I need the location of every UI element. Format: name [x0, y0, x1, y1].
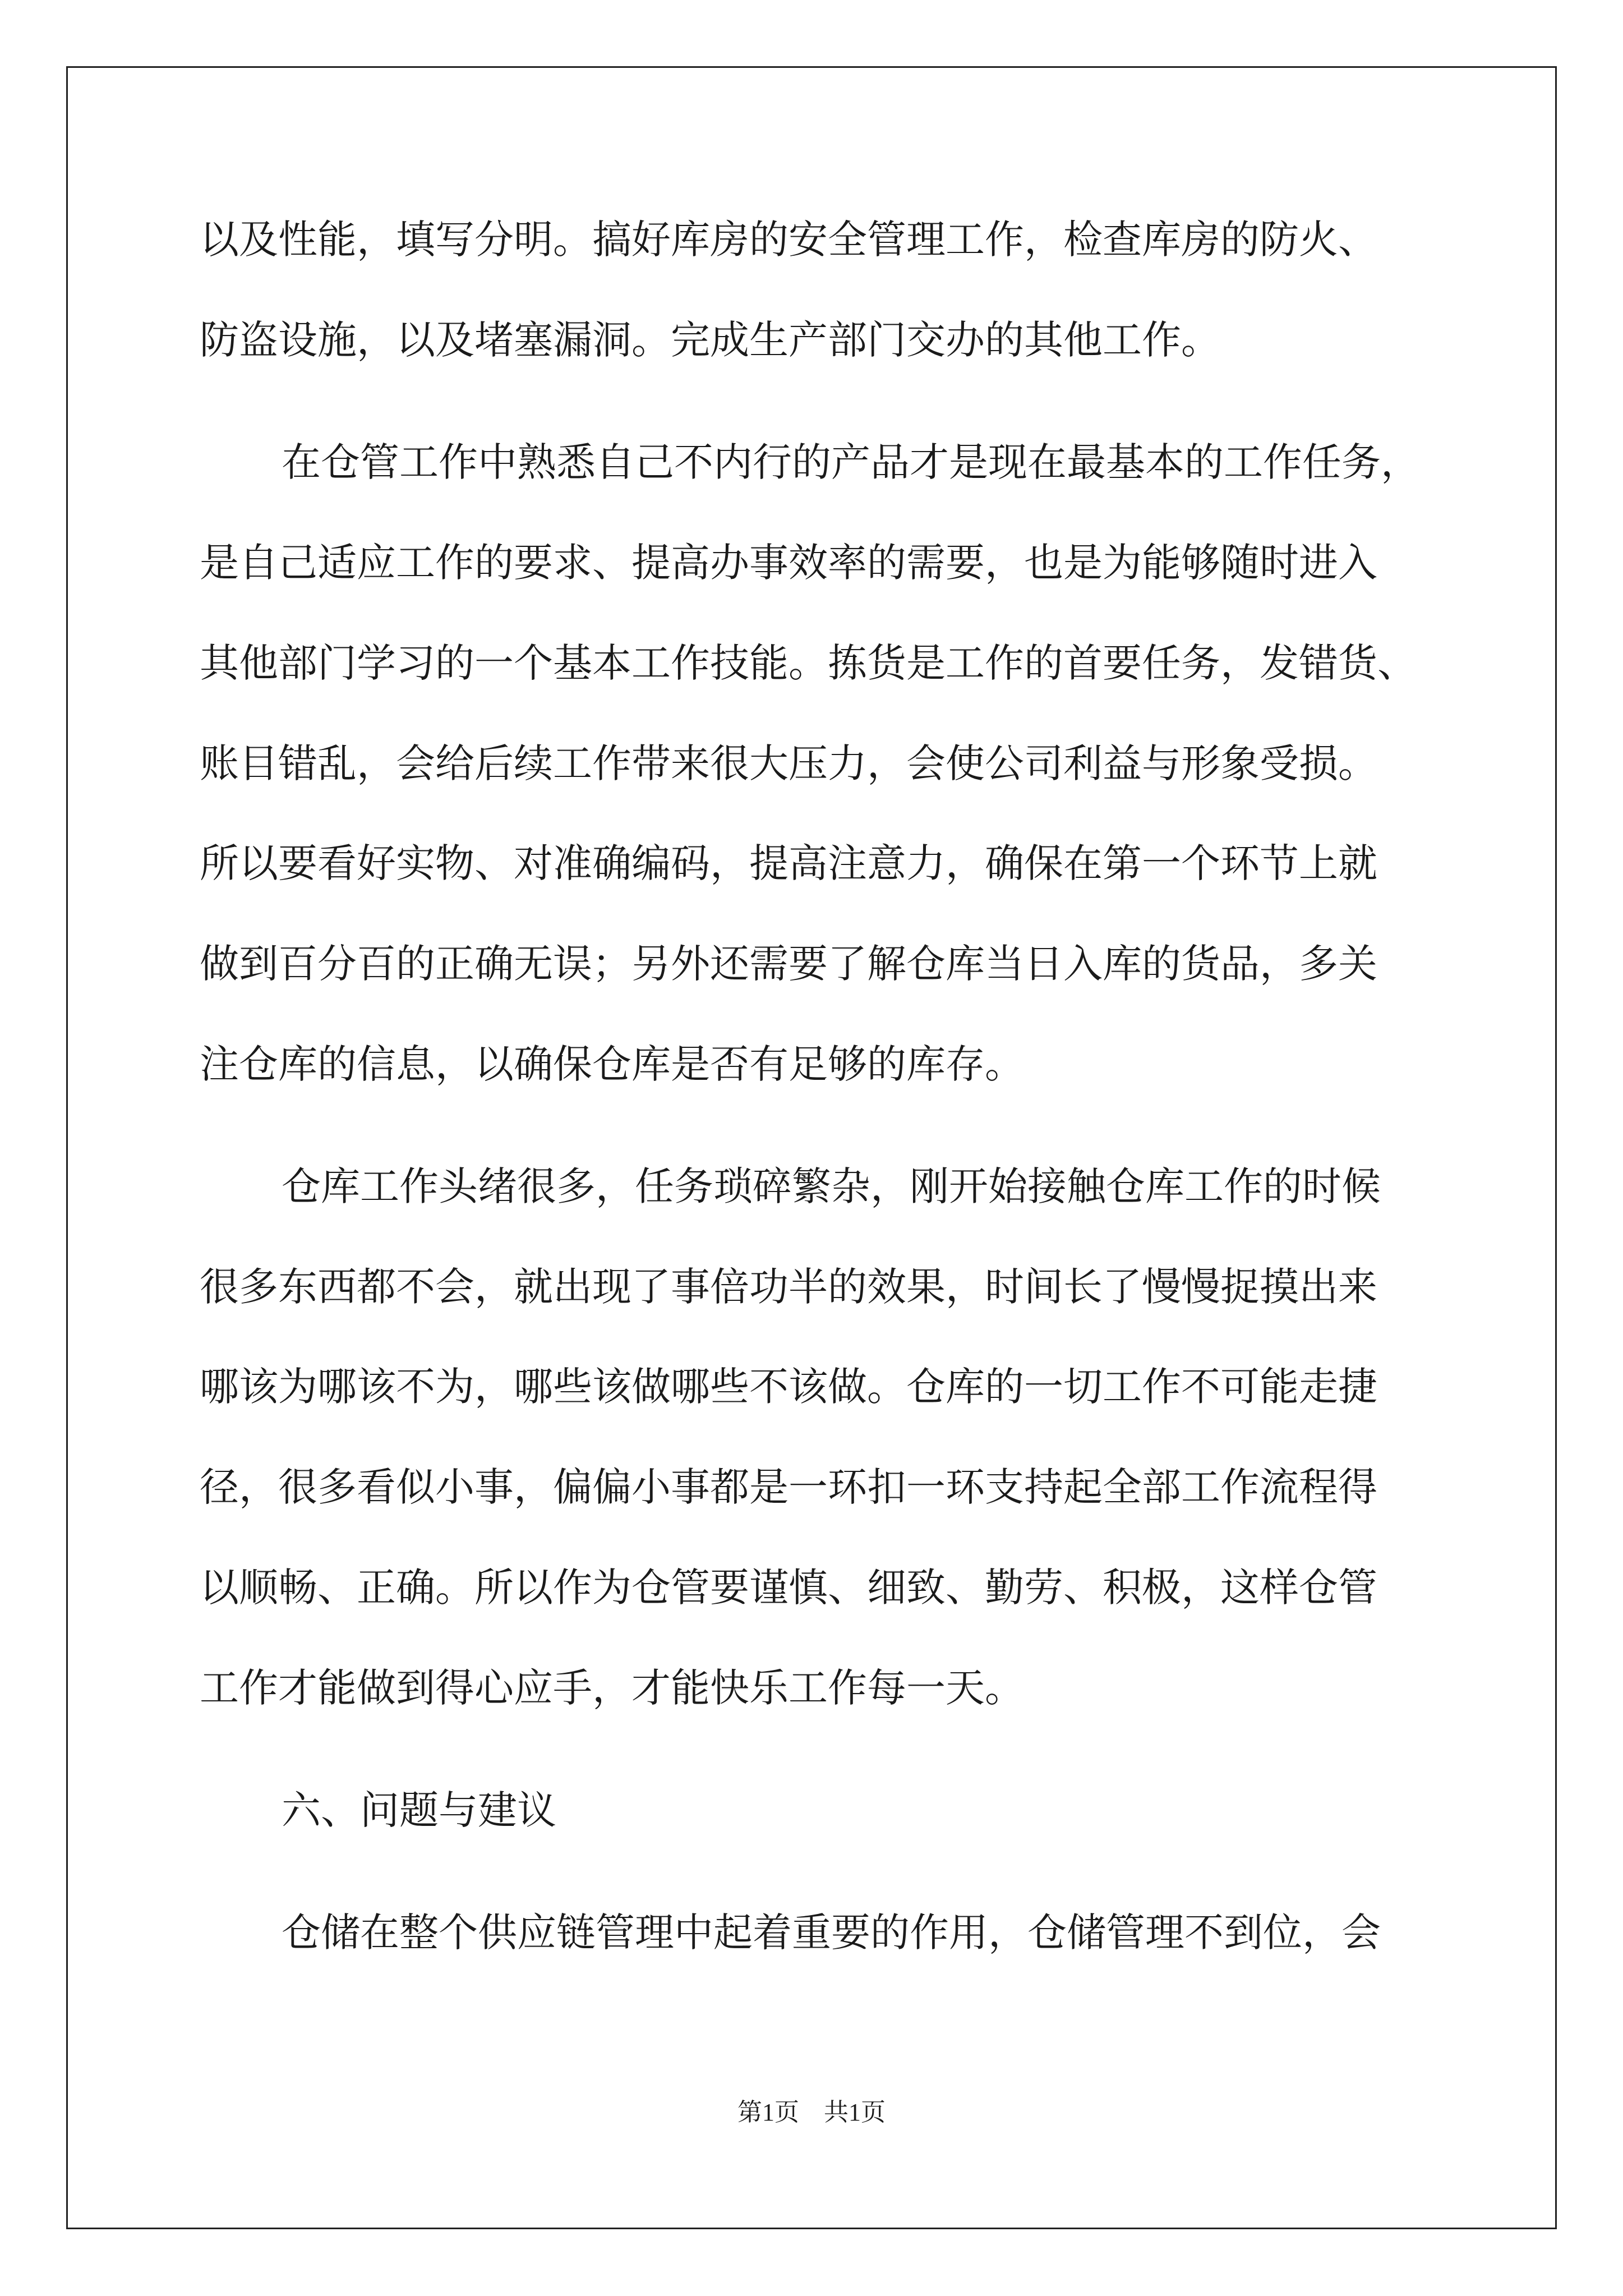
- body-text-line: 径，很多看似小事，偏偏小事都是一环扣一环支持起全部工作流程得: [200, 1464, 1377, 1510]
- paragraph-first-line: 仓储在整个供应链管理中起着重要的作用，仓储管理不到位，会: [282, 1910, 1381, 1955]
- section-heading: 六、问题与建议: [282, 1787, 556, 1833]
- body-text-line: 注仓库的信息，以确保仓库是否有足够的库存。: [200, 1041, 1024, 1087]
- body-text-line: 账目错乱，会给后续工作带来很大压力，会使公司利益与形象受损。: [200, 740, 1377, 786]
- body-text-line: 以顺畅、正确。所以作为仓管要谨慎、细致、勤劳、积极，这样仓管: [200, 1565, 1377, 1611]
- paragraph-first-line: 在仓管工作中熟悉自己不内行的产品才是现在最基本的工作任务，: [282, 439, 1420, 485]
- paragraph-first-line: 仓库工作头绪很多，任务琐碎繁杂，刚开始接触仓库工作的时候: [282, 1163, 1381, 1209]
- body-text-line: 是自己适应工作的要求、提高办事效率的需要，也是为能够随时进入: [200, 540, 1377, 586]
- body-text-line: 其他部门学习的一个基本工作技能。拣货是工作的首要任务，发错货、: [200, 640, 1417, 686]
- body-text-line: 以及性能，填写分明。搞好库房的安全管理工作，检查库房的防火、: [200, 217, 1377, 263]
- body-text-line: 工作才能做到得心应手，才能快乐工作每一天。: [200, 1665, 1024, 1711]
- body-text-line: 防盗设施，以及堵塞漏洞。完成生产部门交办的其他工作。: [200, 317, 1220, 363]
- body-text-line: 哪该为哪该不为，哪些该做哪些不该做。仓库的一切工作不可能走捷: [200, 1364, 1377, 1410]
- page-border: [66, 66, 1557, 2229]
- body-text-line: 所以要看好实物、对准确编码，提高注意力，确保在第一个环节上就: [200, 840, 1377, 886]
- body-text-line: 很多东西都不会，就出现了事倍功半的效果，时间长了慢慢捉摸出来: [200, 1264, 1377, 1310]
- page-number-footer: 第1页 共1页: [737, 2099, 886, 2126]
- body-text-line: 做到百分百的正确无误；另外还需要了解仓库当日入库的货品，多关: [200, 941, 1377, 987]
